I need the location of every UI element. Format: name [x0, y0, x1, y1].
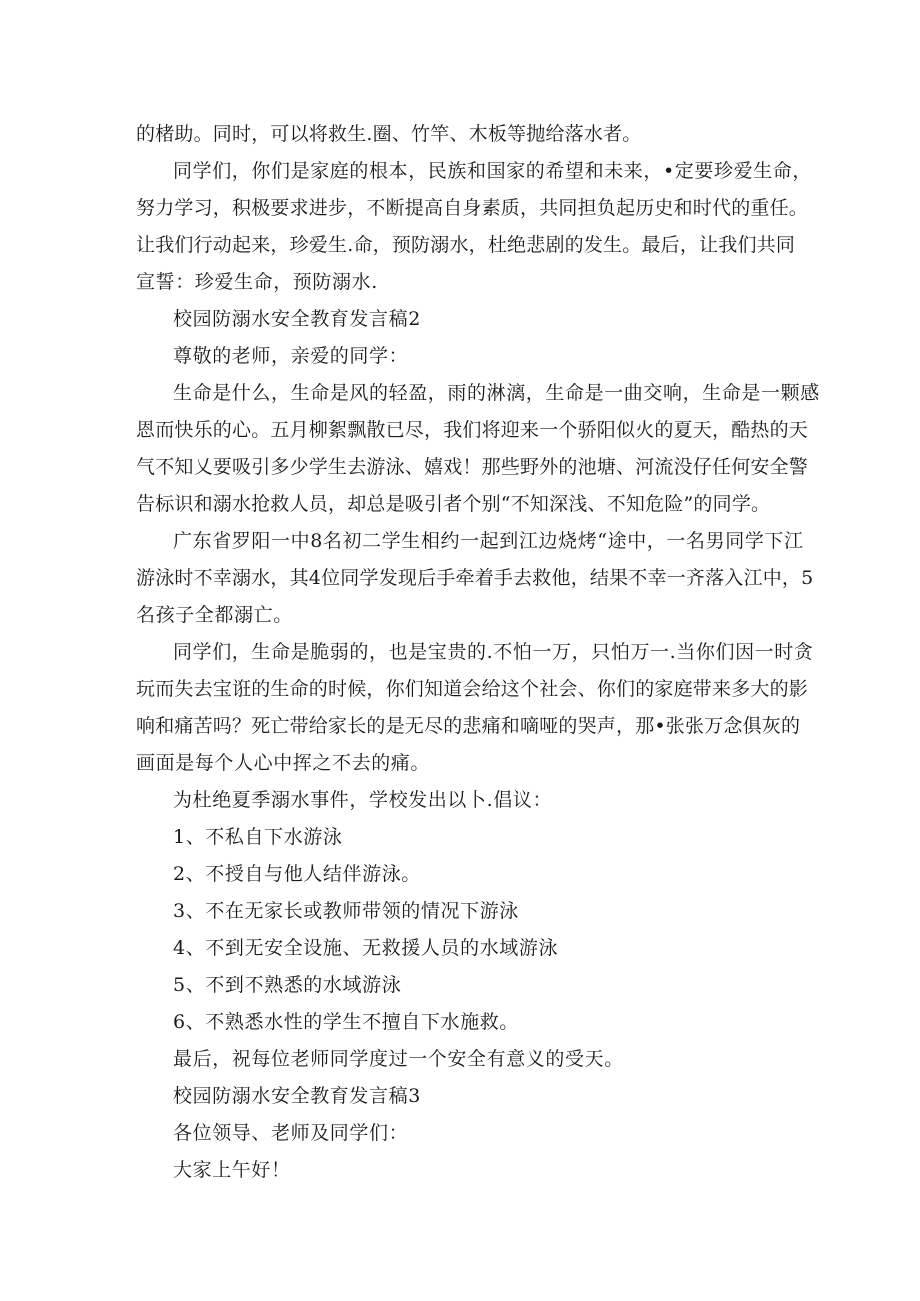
paragraph-line: 同学们，你们是家庭的根本，民族和国家的希望和未来，•定要珍爱生命，: [173, 160, 813, 182]
list-item: 4、不到无安全设施、无救援人员的水域游泳: [173, 937, 559, 959]
list-item: 1、不私自下水游泳: [173, 826, 343, 848]
section-title: 校园防溺水安全教育发言稿2: [173, 308, 421, 330]
paragraph-line: 名孩子全都溺亡。: [136, 604, 293, 626]
salutation: 各位领导、老师及同学们：: [173, 1122, 409, 1144]
list-item: 2、不授自与他人结伴游泳。: [173, 863, 421, 885]
list-item: 3、不在无家长或教师带领的情况下游泳: [173, 900, 519, 922]
paragraph-line: 恩而快乐的心。五月柳絮飘散已尽，我们将迎来一个骄阳似火的夏天，酷热的天: [136, 419, 809, 441]
paragraph-line: 宣誓：珍爱生命，预防溺水.: [136, 271, 378, 293]
paragraph-line: 广东省罗阳一中8名初二学生相约一起到江边烧烤“途中，一名男同学下江: [173, 530, 804, 552]
paragraph-line: 气不知乂要吸引多少学生去游泳、嬉戏！那些野外的池塘、河流没仔任何安全警: [136, 456, 809, 478]
paragraph-line: 游泳时不幸溺水，其4位同学发现后手牵着手去救他，结果不幸一齐落入江中，5: [136, 567, 814, 589]
paragraph-line: 的楮助。同时，可以将救生.圈、竹竿、木板等抛给落水者。: [136, 123, 642, 145]
list-item: 5、不到不熟悉的水域游泳: [173, 974, 402, 996]
document-body: [136, 116, 820, 1189]
section-title: 校园防溺水安全教育发言稿3: [173, 1085, 421, 1107]
greeting: 大家上午好！: [173, 1159, 291, 1181]
paragraph-line: 画面是每个人心中挥之不去的痛。: [136, 752, 431, 774]
paragraph-line: 告标识和溺水抢救人员，却总是吸引者个别“不知深浅、不知危险”的同学。: [136, 493, 771, 515]
salutation: 尊敬的老师，亲爱的同学：: [173, 345, 409, 367]
paragraph-line: 响和痛苦吗？死亡带给家长的是无尽的悲痛和嘀哑的哭声，那•张张万念俱灰的: [136, 715, 801, 737]
paragraph-line: 最后，祝每位老师同学度过一个安全有意义的受天。: [173, 1048, 624, 1070]
paragraph-line: 让我们行动起来，珍爱生.命，预防溺水，杜绝悲剧的发生。最后，让我们共同: [136, 234, 796, 256]
paragraph-line: 玩而失去宝诳的生命的时候，你们知道会给这个社会、你们的家庭带来多大的影: [136, 678, 809, 700]
paragraph-line: 努力学习，积极要求进步，不断提高自身素质，共同担负起历史和时代的重任。: [136, 197, 809, 219]
paragraph-line: 生命是什么，生命是风的轻盈，雨的淋漓，生命是一曲交响，生命是一颗感: [173, 382, 820, 404]
paragraph-line: 同学们，生命是脆弱的，也是宝贵的.不怕一万，只怕万一.当你们因一时贪: [173, 641, 814, 663]
list-item: 6、不熟悉水性的学生不擅自下水施救。: [173, 1011, 519, 1033]
paragraph-line: 为杜绝夏季溺水事件，学校发出以卜.倡议：: [173, 789, 553, 811]
